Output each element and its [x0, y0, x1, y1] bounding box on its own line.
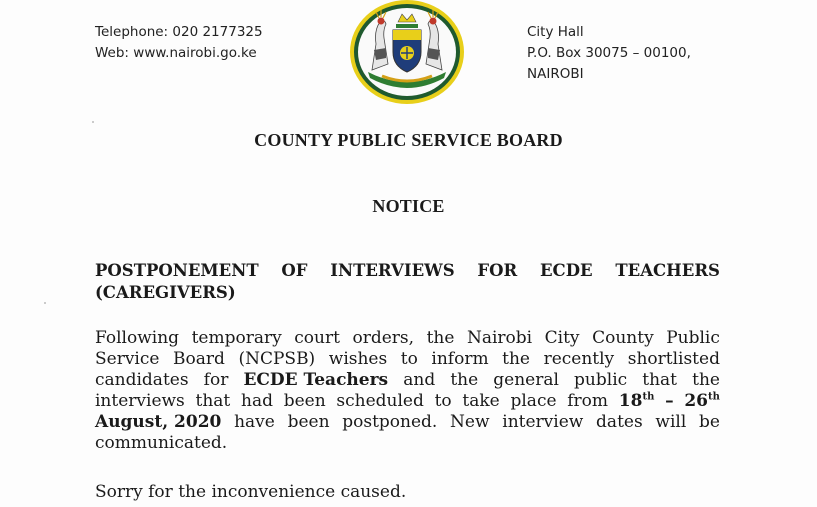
- body-word: Board: [173, 349, 225, 369]
- body-word: Public: [666, 328, 720, 348]
- body-line-5: [95, 412, 720, 433]
- body-word: Service: [95, 349, 160, 369]
- start-date: 18th: [618, 391, 655, 411]
- body-word: that: [195, 391, 231, 411]
- body-word: dates: [596, 412, 643, 432]
- body-line-2: [95, 349, 720, 370]
- body-word: take: [462, 391, 500, 411]
- body-word: Nairobi: [466, 328, 533, 348]
- body-word: inform: [431, 349, 489, 369]
- notice-title: NOTICE: [372, 196, 445, 216]
- body-word: wishes: [328, 349, 388, 369]
- body-word: County: [592, 328, 654, 348]
- body-line-6: communicated.: [95, 433, 228, 453]
- subject-word: POSTPONEMENT: [95, 261, 259, 280]
- body-word: had: [241, 391, 273, 411]
- body-line-3: [95, 370, 720, 391]
- body-word: the: [692, 370, 720, 390]
- body-word: temporary: [191, 328, 282, 348]
- body-word: recently: [543, 349, 615, 369]
- body-word: scheduled: [336, 391, 424, 411]
- end-date: 26th: [684, 391, 720, 411]
- ecde-teachers-emphasis: ECDE Teachers: [243, 370, 389, 390]
- notice-body: [95, 328, 720, 454]
- board-heading: COUNTY PUBLIC SERVICE BOARD: [254, 130, 563, 150]
- body-word: that: [642, 370, 678, 390]
- body-word: City: [544, 328, 580, 348]
- subject-line-2: (CAREGIVERS): [95, 283, 236, 302]
- scan-speck: [92, 121, 94, 123]
- nairobi-coat-of-arms-icon: [348, 0, 466, 110]
- body-word: the: [502, 349, 530, 369]
- interview-month-year: August, 2020: [95, 412, 222, 432]
- subject-word: TEACHERS: [615, 261, 720, 280]
- address-line-3: NAIROBI: [527, 66, 584, 82]
- body-word: place: [510, 391, 557, 411]
- body-word: be: [699, 412, 720, 432]
- body-word: New: [450, 412, 490, 432]
- telephone-line: Telephone: 020 2177325: [95, 24, 263, 40]
- body-word: (NCPSB): [238, 349, 316, 369]
- body-word: public: [574, 370, 628, 390]
- body-word: have: [234, 412, 275, 432]
- body-word: for: [203, 370, 229, 390]
- body-word: candidates: [95, 370, 189, 390]
- body-word: postponed.: [342, 412, 438, 432]
- body-word: shortlisted: [627, 349, 720, 369]
- body-word: been: [283, 391, 326, 411]
- body-line-4: [95, 391, 720, 412]
- subject-word: ECDE: [539, 261, 593, 280]
- address-line-2: P.O. Box 30075 – 00100,: [527, 45, 691, 61]
- subject-line-1: [95, 260, 720, 282]
- body-word: been: [287, 412, 330, 432]
- closing-apology: Sorry for the inconvenience caused.: [95, 482, 407, 502]
- body-word: interviews: [95, 391, 185, 411]
- body-word: orders,: [352, 328, 415, 348]
- body-word: general: [493, 370, 559, 390]
- scan-speck: [44, 302, 46, 304]
- date-suffix: th: [642, 391, 655, 403]
- body-word: from: [567, 391, 609, 411]
- body-word: to: [400, 349, 418, 369]
- body-line-1: [95, 328, 720, 349]
- contact-details: [95, 22, 263, 64]
- website-line: Web: www.nairobi.go.ke: [95, 45, 257, 61]
- notice-subject: [95, 260, 720, 304]
- body-word: the: [426, 328, 455, 348]
- body-word: and: [403, 370, 436, 390]
- body-word: the: [450, 370, 479, 390]
- body-word: Following: [95, 328, 180, 348]
- body-word: court: [294, 328, 340, 348]
- address-line-1: City Hall: [527, 24, 584, 40]
- body-word: interview: [502, 412, 584, 432]
- subject-word: FOR: [477, 261, 518, 280]
- subject-word: INTERVIEWS: [330, 261, 455, 280]
- subject-word: OF: [281, 261, 308, 280]
- date-suffix: th: [707, 391, 720, 403]
- body-word: will: [655, 412, 687, 432]
- date-dash: –: [665, 391, 674, 411]
- body-word: to: [434, 391, 452, 411]
- postal-address: [527, 22, 691, 85]
